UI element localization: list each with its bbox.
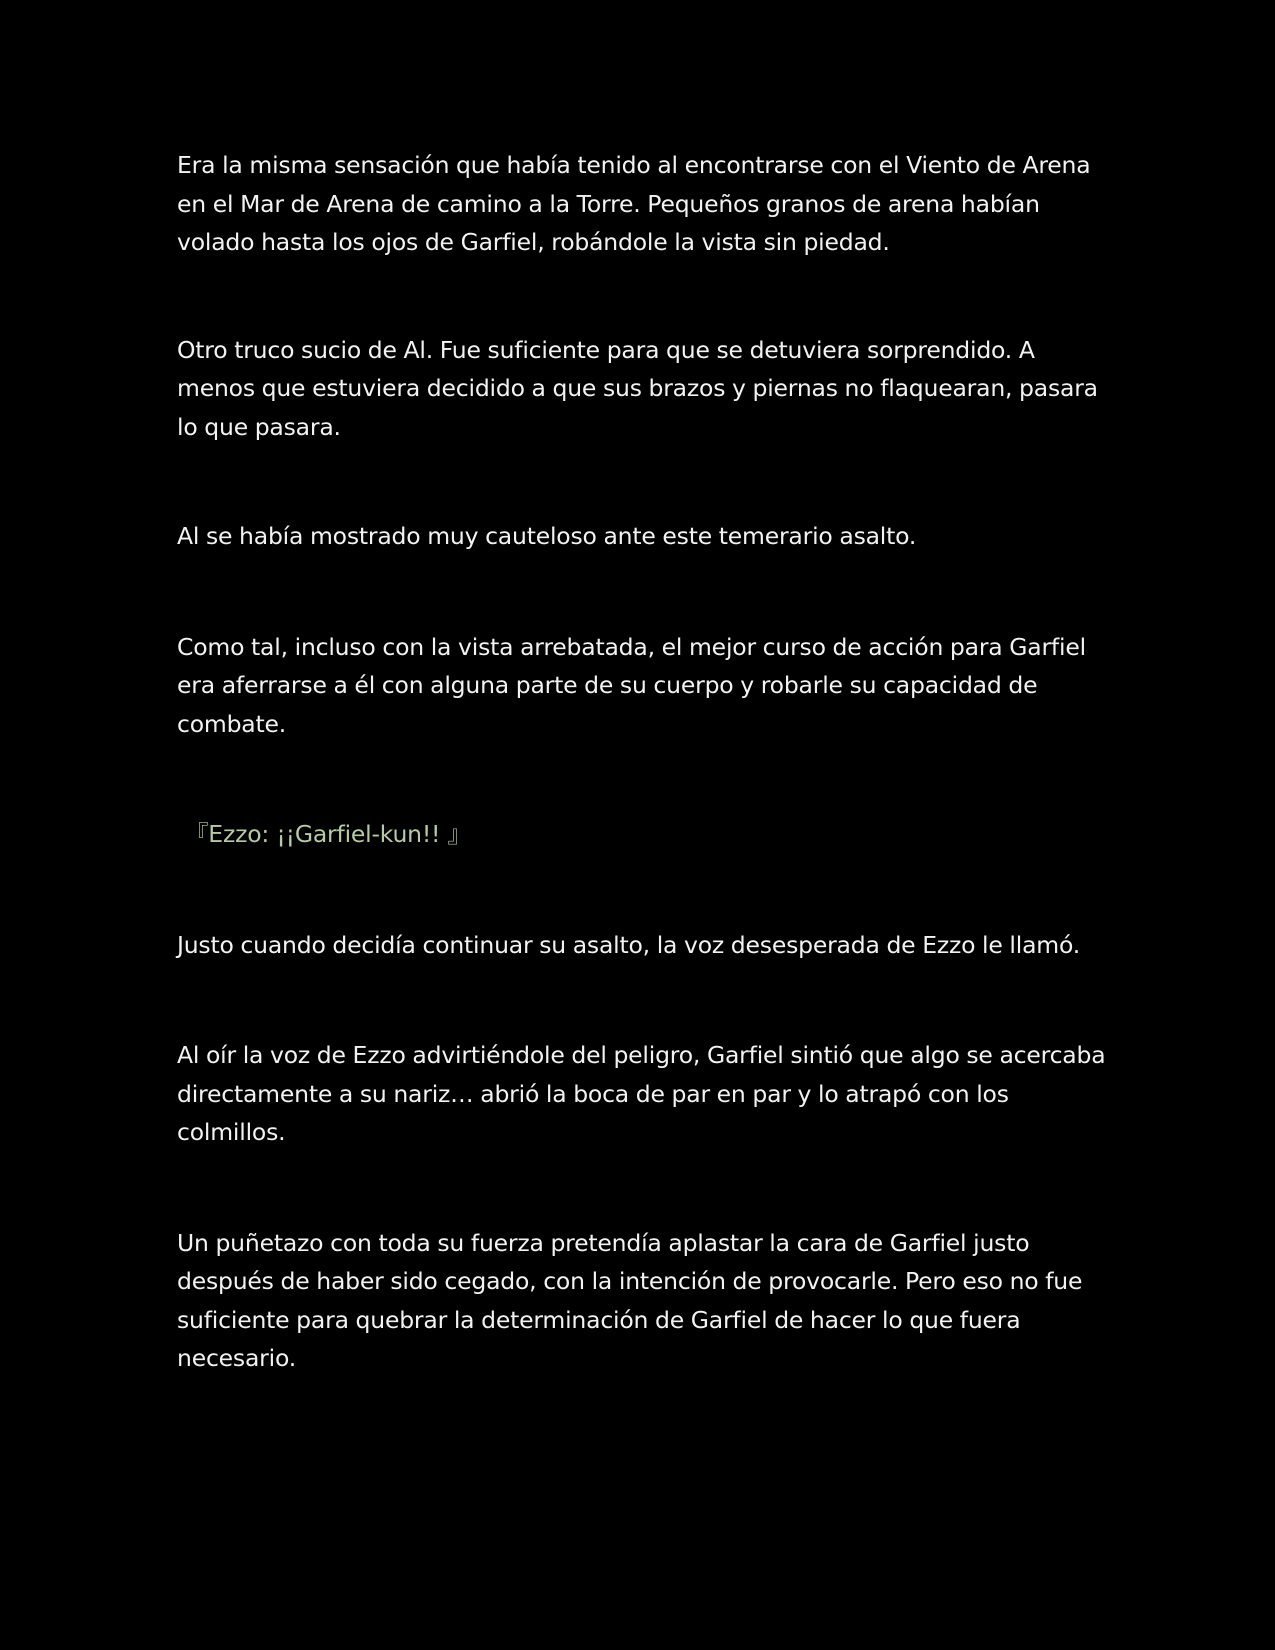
paragraph-2: Otro truco sucio de Al. Fue suficiente para que se detuviera sorprendido. A menos que estuviera decidido a que sus brazos y piernas no flaquearan, pasara lo que pasara. [177,335,1098,441]
paragraph-spacer [177,854,1107,926]
document-page [177,146,1107,1378]
paragraph-4: Como tal, incluso con la vista arrebatada, el mejor curso de acción para Garfiel era aferrarse a él con alguna parte de su cuerpo y robarle su capacidad de combate. [177,632,1086,738]
paragraph-7: Un puñetazo con toda su fuerza pretendía aplastar la cara de Garfiel justo después de haber sido cegado, con la intención de provocarle. Pero eso no fue suficiente para quebrar la determinación de Garfiel de hacer lo que fuera necesario. [177,1228,1083,1372]
paragraph-6: Al oír la voz de Ezzo advirtiéndole del peligro, Garfiel sintió que algo se acercaba directamente a su nariz… abrió la boca de par en par y lo atrapó con los colmillos. [177,1041,1106,1146]
paragraph-spacer [177,964,1107,1036]
paragraph-spacer [177,262,1107,331]
paragraph-spacer [177,556,1107,628]
paragraph-1: Era la misma sensación que había tenido al encontrarse con el Viento de Arena en el Mar de Arena de camino a la Torre. Pequeños granos de arena habían volado hasta los ojos de Garfiel, robándole la vista sin piedad. [177,151,1091,256]
dialogue-line: 『Ezzo: ¡¡Garfiel-kun!! 』 [185,820,471,848]
paragraph-spacer [177,446,1107,517]
paragraph-spacer [177,743,1107,815]
paragraph-spacer [177,1152,1107,1224]
paragraph-5: Justo cuando decidía continuar su asalto, la voz desesperada de Ezzo le llamó. [177,930,1081,959]
paragraph-3: Al se había mostrado muy cauteloso ante este temerario asalto. [177,522,917,550]
